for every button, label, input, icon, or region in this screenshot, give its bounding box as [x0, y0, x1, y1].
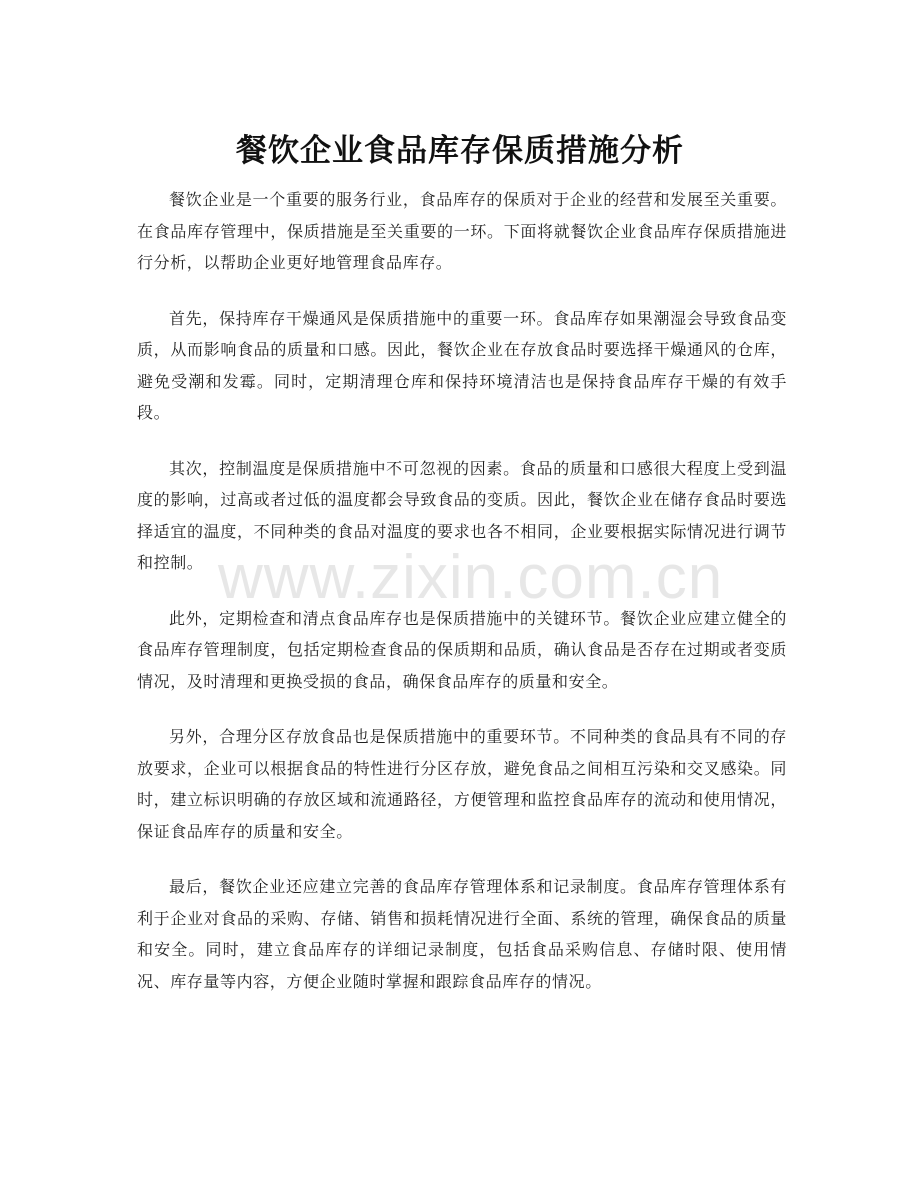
paragraph-zoned-storage: 另外，合理分区存放食品也是保质措施中的重要环节。不同种类的食品具有不同的存放要求，企业可以根据食品的特性进行分区存放，避免食品之间相互污染和交叉感染。同时，建立标识明确的存放区域和流通路径，方便管理和监控食品库存的流动和使用情况，保证食品库存的质量和安全。 — [137, 727, 787, 841]
paragraph-dry-ventilation: 首先，保持库存干燥通风是保质措施中的重要一环。食品库存如果潮湿会导致食品变质，从而影响食品的质量和口感。因此，餐饮企业在存放食品时要选择干燥通风的仓库，避免受潮和发霉。同时，定期清理仓库和保持环境清洁也是保持食品库存干燥的有效手段。 — [137, 308, 787, 422]
paragraph-temperature-control: 其次，控制温度是保质措施中不可忽视的因素。食品的质量和口感很大程度上受到温度的影响，过高或者过低的温度都会导致食品的变质。因此，餐饮企业在储存食品时要选择适宜的温度，不同种类的食品对温度的要求也各不相同，企业要根据实际情况进行调节和控制。 — [137, 458, 787, 572]
watermark: www.zixin.com.cn — [218, 543, 724, 612]
paragraph-regular-inspection: 此外，定期检查和清点食品库存也是保质措施中的关键环节。餐饮企业应建立健全的食品库存管理制度，包括定期检查食品的保质期和品质，确认食品是否存在过期或者变质情况，及时清理和更换受损的食品，确保食品库存的质量和安全。 — [137, 608, 787, 691]
document-body — [137, 184, 787, 1021]
document-title: 餐饮企业食品库存保质措施分析 — [236, 132, 684, 169]
paragraph-management-system: 最后，餐饮企业还应建立完善的食品库存管理体系和记录制度。食品库存管理体系有利于企业对食品的采购、存储、销售和损耗情况进行全面、系统的管理，确保食品的质量和安全。同时，建立食品库存的详细记录制度，包括食品采购信息、存储时限、使用情况、库存量等内容，方便企业随时掌握和跟踪食品库存的情况。 — [137, 877, 787, 991]
paragraph-intro: 餐饮企业是一个重要的服务行业，食品库存的保质对于企业的经营和发展至关重要。在食品库存管理中，保质措施是至关重要的一环。下面将就餐饮企业食品库存保质措施进行分析，以帮助企业更好地管理食品库存。 — [137, 190, 787, 272]
